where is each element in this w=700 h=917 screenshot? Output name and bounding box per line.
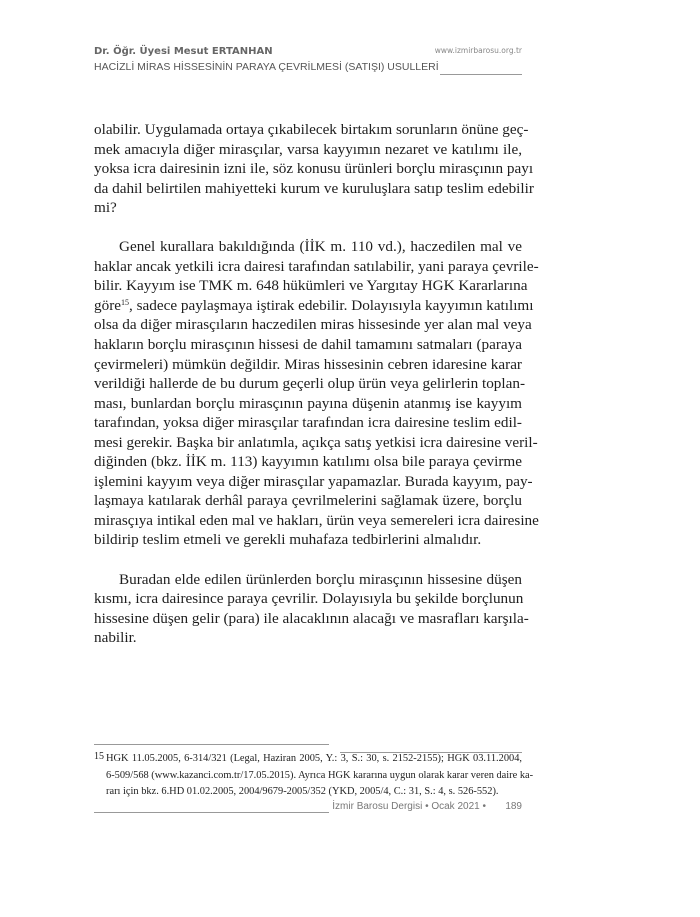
text-line: yoksa icra dairesinin izni ile, söz konusu ürünleri borçlu mirasçının payı <box>94 160 534 178</box>
footnote-rule-left <box>94 744 329 745</box>
footnote-line: HGK 11.05.2005, 6-314/321 (Legal, Haziran 2005, Y.: 3, S.: 30, s. 2152-2155); HGK 03.11.2004, <box>106 753 522 764</box>
paragraph <box>94 120 534 218</box>
text-segment: göre <box>94 296 121 314</box>
text-line: Genel kurallara bakıldığında (İİK m. 110 vd.), haczedilen mal ve <box>119 238 522 256</box>
text-line: Buradan elde edilen ürünlerden borçlu mirasçının hissesine düşen <box>119 570 522 588</box>
footer-rule <box>94 812 329 813</box>
header-rule <box>440 74 522 75</box>
text-line: olabilir. Uygulamada ortaya çıkabilecek birtakım sorunların önüne geç- <box>94 121 529 138</box>
text-line: çevirmeleri) mümkün değildir. Miras hissesinin cebren idaresine karar <box>94 355 522 373</box>
header-url: www.izmirbarosu.org.tr <box>434 46 522 55</box>
text-line: bildirip teslim etmeli ve gerekli muhafaza tedbirlerini almalıdır. <box>94 531 482 549</box>
text-line: işlemini kayyım veya diğer mirasçılar yapamazlar. Burada kayyım, pay- <box>94 472 533 490</box>
text-line: mirasçıya intikal eden mal ve hakları, ürün veya semereleri icra dairesine <box>94 511 539 529</box>
text-line: laşmaya katılarak derhâl paraya çevrilmelerini sağlamak üzere, borçlu <box>94 492 522 510</box>
text-line: haklar ancak yetkili icra dairesi tarafından satılabilir, yani paraya çevrile- <box>94 257 539 275</box>
text-line: diğinden (bkz. İİK m. 113) kayyımın katılımı olsa bile paraya çevirme <box>94 453 522 471</box>
text-line: olsa da diğer mirasçıların haczedilen miras hissesinde yer alan mal veya <box>94 316 532 334</box>
text-line: mesi gerekir. Başka bir anlatımla, açıkça satış yetkisi icra dairesine veril- <box>94 433 538 451</box>
body-text <box>94 120 539 667</box>
footnote-line: rarı için bkz. 6.HD 01.02.2005, 2004/9679-2005/352 (YKD, 2005/4, C.: 31, S.: 4, s. 526-552). <box>106 786 499 797</box>
text-line: nabilir. <box>94 629 137 647</box>
header-title: HACİZLİ MİRAS HİSSESİNİN PARAYA ÇEVRİLMESİ (SATIŞI) USULLERİ <box>94 61 439 73</box>
text-line: da dahil belirtilen mahiyetteki kurum ve kuruluşlara satıp teslim edebilir <box>94 179 534 197</box>
paragraph <box>94 570 529 648</box>
text-line <box>94 296 534 316</box>
text-line: bilir. Kayyım ise TMK m. 648 hükümleri ve Yargıtay HGK Kararlarına <box>94 277 528 295</box>
text-line: mek amacıyla diğer mirasçılar, varsa kayyımın nezaret ve katılımı ile, <box>94 140 522 158</box>
text-segment: , sadece paylaşmaya iştirak edebilir. Dolayısıyla kayyımın katılımı <box>129 296 534 314</box>
text-line: mi? <box>94 199 117 217</box>
footnote-reference: 15 <box>121 297 129 307</box>
text-line: ması, bunlardan borçlu mirasçının payına düşenin atanmış ise kayyım <box>94 394 522 412</box>
page-number: 189 <box>505 801 522 812</box>
footnote <box>94 751 534 801</box>
header-author: Dr. Öğr. Üyesi Mesut ERTANHAN <box>94 46 273 57</box>
footer-journal: İzmir Barosu Dergisi • Ocak 2021 • <box>332 801 486 812</box>
text-line: tarafından, yoksa diğer mirasçılar tarafından icra dairesine teslim edil- <box>94 414 522 432</box>
paragraph <box>94 237 539 550</box>
text-line: kısmı, icra dairesince paraya çevrilir. Dolayısıyla bu şekilde borçlunun <box>94 590 524 608</box>
text-line: verildiği hallerde de bu durum geçerli olup ürün veya gelirlerin toplan- <box>94 375 526 393</box>
text-line: hissesine düşen gelir (para) ile alacaklının alacağı ve masrafları karşıla- <box>94 609 529 627</box>
text-line: hakların borçlu mirasçının hissesi de dahil tamamını satmaları (paraya <box>94 336 522 354</box>
footnote-line: 6-509/568 (www.kazanci.com.tr/17.05.2015). Ayrıca HGK kararına uygun olarak karar veren daire ka- <box>106 769 534 781</box>
footnote-number: 15 <box>94 751 104 762</box>
